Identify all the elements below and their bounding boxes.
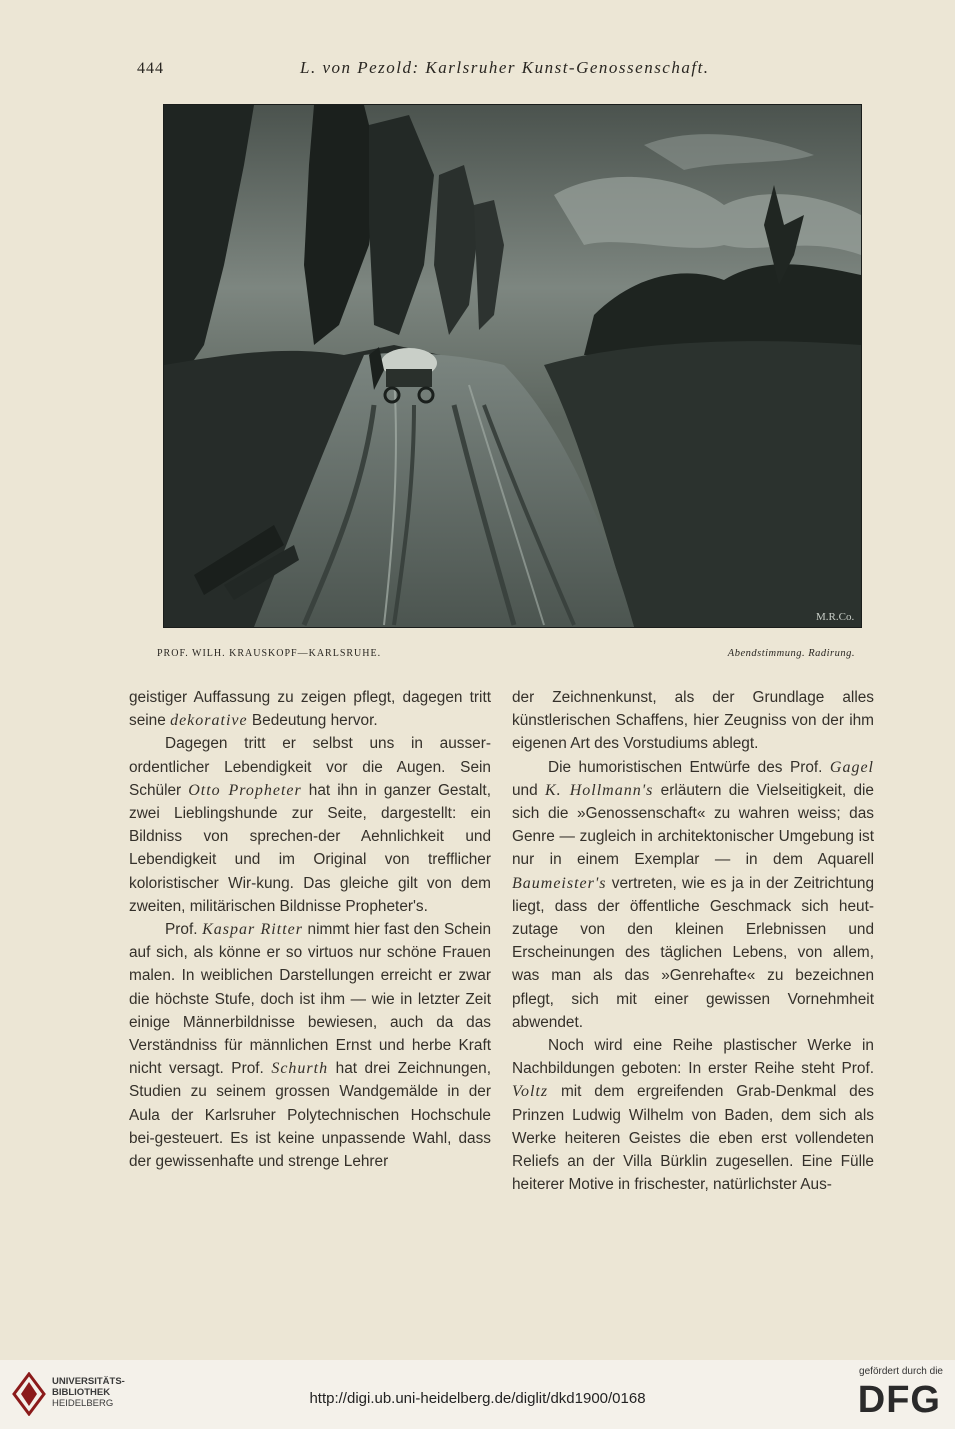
dfg-logo[interactable]: DFG — [857, 1379, 941, 1421]
plate-caption-artist: PROF. WILH. KRAUSKOPF—KARLSRUHE. — [157, 648, 382, 659]
text-run: Prof. — [165, 921, 203, 939]
emphasized-name: Schurth — [271, 1060, 329, 1078]
paragraph — [129, 918, 491, 1173]
text-run: nimmt hier fast den Schein auf sich, als könne er so virtuos nur schöne Frauen malen. In weiblichen Darstellungen erreicht er zwar die höchste Stufe, doch ist ihm — wie in letzter Zeit einige Männerbildnisse bewiesen, auch da das Verständniss für männlichen Ernst und herbe Kraft nicht versagt. Prof. — [129, 921, 492, 1078]
running-title: L. von Pezold: Karlsruher Kunst-Genossenschaft. — [300, 58, 710, 77]
text-column-right — [512, 686, 874, 1196]
paragraph — [512, 756, 874, 1034]
paragraph — [512, 686, 874, 756]
paragraph — [512, 1034, 874, 1196]
text-run: geistiger Auffassung zu zeigen pflegt, dagegen tritt seine — [129, 689, 491, 730]
emphasized-name: Otto Propheter — [188, 781, 302, 799]
text-run: Die humoristischen Entwürfe des Prof. — [548, 758, 830, 776]
plate-caption-title: Abendstimmung. Radirung. — [727, 648, 855, 659]
emphasized-name: Kaspar Ritter — [202, 921, 303, 939]
page-number: 444 — [137, 60, 164, 77]
permalink-url[interactable]: http://digi.ub.uni-heidelberg.de/diglit/dkd1900/0168 — [309, 1390, 646, 1407]
etching-plate — [163, 104, 862, 628]
footer-bar — [0, 1360, 955, 1429]
text-run: mit dem ergreifenden Grab-Denkmal des Prinzen Ludwig Wilhelm von Baden, dem sich als Werke heiteren Geistes die eben erst vollendeten Reliefs an der Villa Bürklin zugesellen. Eine Fülle heiterer Motive in frischester, natürlichster Aus- — [512, 1083, 874, 1194]
text-run: der Zeichnenkunst, als der Grundlage alles künstlerischen Schaffens, hier Zeugniss von der ihm eigenen Art des Vorstudiums ablegt. — [512, 689, 874, 753]
text-run: erläutern die Vielseitigkeit, die sich die »Genossenschaft« zu wahren weiss; das Genre — zugleich in architektonischer Umgebung ist nur in einem Exemplar — in dem Aquarell — [512, 781, 874, 869]
evening-landscape-illustration — [164, 105, 861, 627]
emphasized-name: Baumeister's — [512, 874, 607, 892]
paragraph — [129, 686, 491, 732]
plate-signature: M.R.Co. — [816, 611, 855, 623]
text-run: hat ihn in ganzer Gestalt, zwei Lieblingshunde zur Seite, dargestellt: ein Bildniss von sprechen-der Aehnlichkeit und Lebendigkeit und im Original von trefflicher koloristischer Wir-kung. Das gleiche gilt von dem zweiten, militärischen Bildnisse Propheter's. — [129, 781, 491, 915]
paragraph — [129, 732, 491, 918]
library-name-line3: HEIDELBERG — [52, 1398, 114, 1409]
text-run: Noch wird eine Reihe plastischer Werke in Nachbildungen geboten: In erster Reihe steht Prof. — [512, 1037, 874, 1078]
text-run: hat drei Zeichnungen, Studien zu seinem grossen Wandgemälde in der Aula der Karlsruher Polytechnischen Hochschule bei-gesteuert. Es ist keine unpassende Wahl, dass der gewissenhafte und strenge Lehrer — [129, 1060, 491, 1171]
emphasized-name: dekorative — [170, 712, 248, 730]
library-name-line1: UNIVERSITÄTS- — [52, 1376, 125, 1387]
library-name-line2: BIBLIOTHEK — [52, 1387, 111, 1398]
text-run: vertreten, wie es ja in der Zeitrichtung liegt, dass der öffentliche Geschmack sich heut-zutage von den kleinen Erlebnissen und Erscheinungen des täglichen Lebens, von allem, was man als das »Genrehafte« zu bezeichnen pflegt, sich mit einer gewissen Vornehmheit abwendet. — [512, 874, 874, 1031]
text-run: Bedeutung hervor. — [247, 712, 378, 730]
funding-caption: gefördert durch die — [859, 1366, 943, 1377]
emphasized-name: Gagel — [829, 758, 874, 776]
emphasized-name: K. Hollmann's — [545, 781, 654, 799]
text-run: Dagegen tritt er selbst uns in ausser-ordentlicher Lebendigkeit vor die Augen. Sein Schüler — [129, 735, 491, 799]
text-run: und — [512, 781, 545, 799]
emphasized-name: Voltz — [512, 1083, 549, 1101]
text-column-left — [129, 686, 491, 1173]
